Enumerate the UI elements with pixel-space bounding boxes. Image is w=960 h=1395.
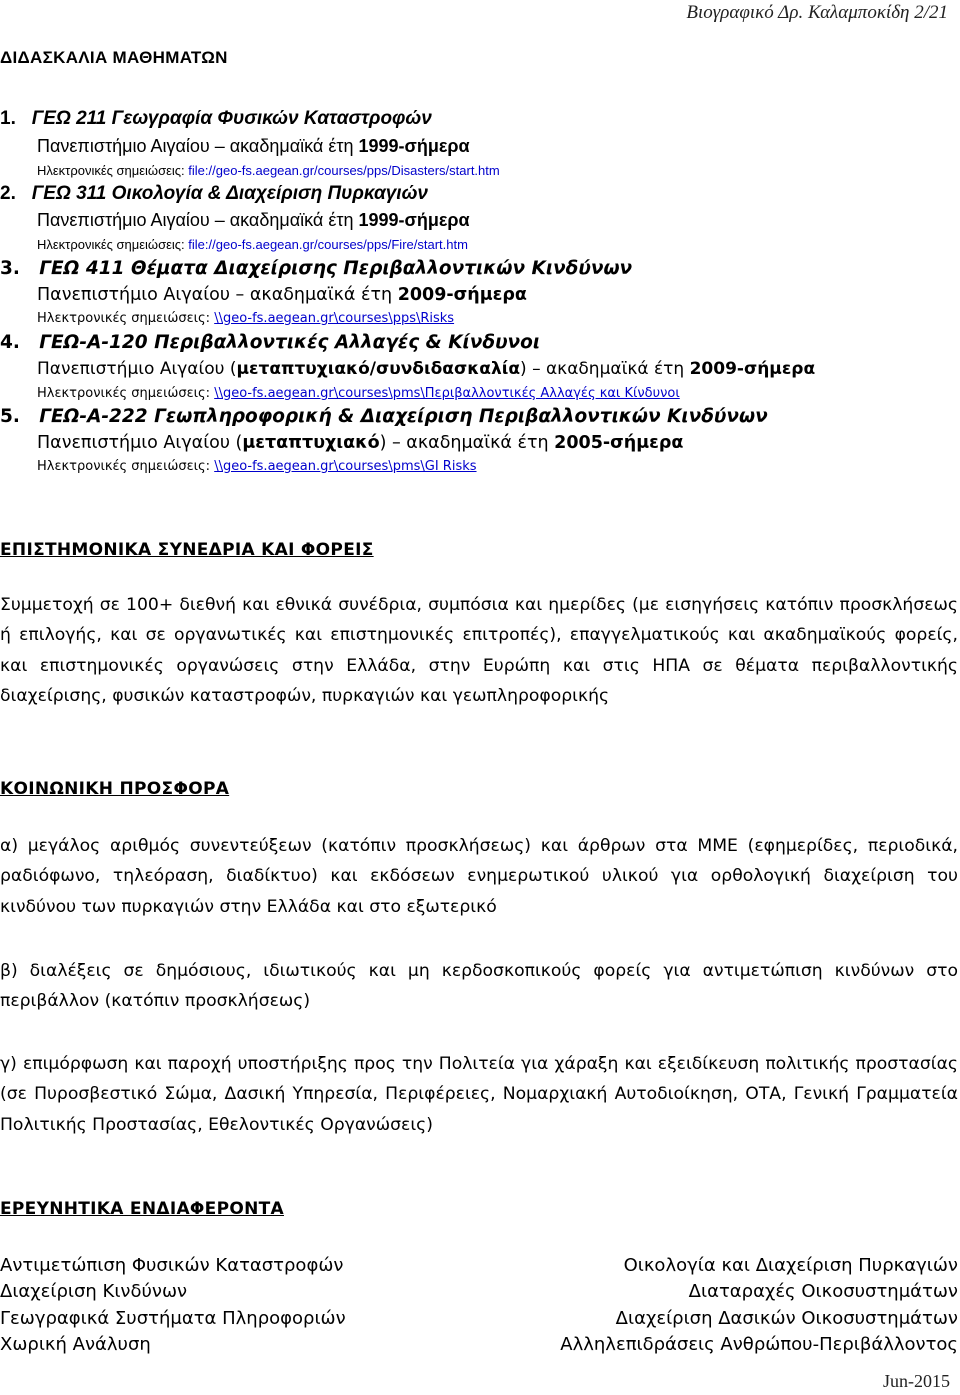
research-interest-right: Διαταραχές Οικοσυστημάτων — [688, 1281, 958, 1302]
course-name: ΓΕΩ 311 Οικολογία & Διαχείριση Πυρκαγιών — [31, 183, 428, 204]
course-title — [0, 332, 540, 353]
course-title — [0, 406, 768, 427]
research-interest-right: Διαχείριση Δασικών Οικοσυστημάτων — [615, 1308, 958, 1329]
course-period: 2005-σήμερα — [554, 433, 684, 453]
course-notes — [37, 386, 680, 401]
course-name: ΓΕΩ 211 Γεωγραφία Φυσικών Καταστροφών — [31, 108, 432, 129]
section-heading-social: ΚΟΙΝΩΝΙΚΗ ΠΡΟΣΦΟΡΑ — [0, 779, 230, 799]
course-notes — [37, 163, 500, 178]
section-heading-teaching: ΔΙΔΑΣΚΑΛΙΑ ΜΑΘΗΜΑΤΩΝ — [0, 48, 228, 67]
research-interest-right: Αλληλεπιδράσεις Ανθρώπου-Περιβάλλοντος — [560, 1334, 958, 1355]
course-number: 5. — [0, 406, 20, 427]
section-heading-conferences: ΕΠΙΣΤΗΜΟΝΙΚΑ ΣΥΝΕΔΡΙΑ ΚΑΙ ΦΟΡΕΙΣ — [0, 540, 374, 560]
course-number: 3. — [0, 258, 20, 279]
course-program: μεταπτυχιακό/συνδιδασκαλία — [236, 359, 521, 379]
page-footer-date: Jun-2015 — [883, 1371, 950, 1391]
course-title — [0, 108, 432, 130]
after-program-text: ) – ακαδημαϊκά έτη — [379, 433, 549, 453]
course-period: 1999-σήμερα — [358, 136, 470, 156]
course-university — [37, 285, 527, 305]
notes-link[interactable]: file://geo-fs.aegean.gr/courses/pps/Disasters/start.htm — [188, 163, 500, 178]
course-title — [0, 183, 428, 205]
page-header: Βιογραφικό Δρ. Καλαμποκίδη 2/21 — [686, 2, 948, 23]
notes-link[interactable]: \\geo-fs.aegean.gr\courses\pms\GI Risks — [214, 459, 477, 474]
research-interest-left: Αντιμετώπιση Φυσικών Καταστροφών — [0, 1255, 344, 1276]
university-text: Πανεπιστήμιο Αιγαίου ( — [37, 359, 237, 379]
notes-label: Ηλεκτρονικές σημειώσεις: — [37, 311, 211, 326]
research-interest-left: Διαχείριση Κινδύνων — [0, 1281, 188, 1302]
course-name: ΓΕΩ-Α-222 Γεωπληροφορική & Διαχείριση Περιβαλλοντικών Κινδύνων — [39, 406, 768, 427]
course-number: 4. — [0, 332, 20, 353]
university-text: Πανεπιστήμιο Αιγαίου ( — [37, 433, 243, 453]
social-item-c: γ) επιμόρφωση και παροχή υποστήριξης προς την Πολιτεία για χάραξη και εξειδίκευση πολιτικής προστασίας (σε Πυροσβεστικό Σώμα, Δασική Υπηρεσία, Περιφέρειες, Νομαρχιακή Αυτοδιοίκηση, ΟΤΑ, Γενική Γραμματεία Πολιτικής Προστασίας, Εθελοντικές Οργανώσεις) — [0, 1054, 958, 1135]
after-program-text: ) – ακαδημαϊκά έτη — [520, 359, 685, 379]
course-notes — [37, 311, 454, 326]
course-period: 2009-σήμερα — [689, 359, 816, 379]
notes-link[interactable]: \\geo-fs.aegean.gr\courses\pms\Περιβαλλοντικές Αλλαγές και Κίνδυνοι — [214, 386, 680, 401]
notes-link[interactable]: \\geo-fs.aegean.gr\courses\pps\Risks — [214, 311, 455, 326]
social-item-b: β) διαλέξεις σε δημόσιους, ιδιωτικούς και μη κερδοσκοπικούς φορείς για αντιμετώπιση κινδύνων στο περιβάλλον (κατόπιν προσκλήσεως) — [0, 961, 958, 1012]
section-heading-research: ΕΡΕΥΝΗΤΙΚΑ ΕΝΔΙΑΦΕΡΟΝΤΑ — [0, 1199, 284, 1219]
notes-label: Ηλεκτρονικές σημειώσεις: — [37, 237, 185, 252]
course-notes — [37, 459, 477, 474]
course-title — [0, 258, 632, 279]
course-period: 1999-σήμερα — [358, 210, 470, 230]
course-notes — [37, 237, 468, 252]
research-interest-right: Οικολογία και Διαχείριση Πυρκαγιών — [623, 1255, 958, 1276]
research-interest-left: Χωρική Ανάλυση — [0, 1334, 151, 1355]
course-university — [37, 136, 470, 157]
university-text: Πανεπιστήμιο Αιγαίου – ακαδημαϊκά έτη — [37, 210, 354, 230]
notes-link[interactable]: file://geo-fs.aegean.gr/courses/pps/Fire/start.htm — [188, 237, 468, 252]
notes-label: Ηλεκτρονικές σημειώσεις: — [37, 386, 211, 401]
research-interest-left: Γεωγραφικά Συστήματα Πληροφοριών — [0, 1308, 346, 1329]
course-program: μεταπτυχιακό — [242, 433, 380, 453]
course-name: ΓΕΩ-Α-120 Περιβαλλοντικές Αλλαγές & Κίνδυνοι — [39, 332, 541, 353]
course-period: 2009-σήμερα — [397, 285, 527, 305]
course-university — [37, 210, 470, 231]
social-item-a: α) μεγάλος αριθμός συνεντεύξεων (κατόπιν προσκλήσεως) και άρθρων στα ΜΜΕ (εφημερίδες, περιοδικά, ραδιόφωνο, τηλεόραση, διαδίκτυο) και εκδόσεων ενημερωτικού υλικού για ορθολογική διαχείριση του κινδύνου των πυρκαγιών στην Ελλάδα και στο εξωτερικό — [0, 836, 958, 917]
notes-label: Ηλεκτρονικές σημειώσεις: — [37, 459, 211, 474]
notes-label: Ηλεκτρονικές σημειώσεις: — [37, 163, 185, 178]
university-text: Πανεπιστήμιο Αιγαίου – ακαδημαϊκά έτη — [37, 285, 393, 305]
course-number: 2. — [0, 183, 16, 204]
course-university — [37, 433, 683, 453]
course-university — [37, 359, 815, 379]
course-name: ΓΕΩ 411 Θέματα Διαχείρισης Περιβαλλοντικών Κινδύνων — [39, 258, 633, 279]
course-number: 1. — [0, 108, 16, 129]
university-text: Πανεπιστήμιο Αιγαίου – ακαδημαϊκά έτη — [37, 136, 354, 156]
conferences-paragraph: Συμμετοχή σε 100+ διεθνή και εθνικά συνέδρια, συμπόσια και ημερίδες (με εισηγήσεις κατόπιν προσκλήσεως ή επιλογής, και σε οργανωτικές και επιστημονικές επιτροπές), επαγγελματικούς και ακαδημαϊκούς φορείς, και επιστημονικές οργανώσεις στην Ελλάδα, στην Ευρώπη και στις ΗΠΑ σε θέματα περιβαλλοντικής διαχείρισης, φυσικών καταστροφών, πυρκαγιών και γεωπληροφορικής — [0, 595, 958, 706]
